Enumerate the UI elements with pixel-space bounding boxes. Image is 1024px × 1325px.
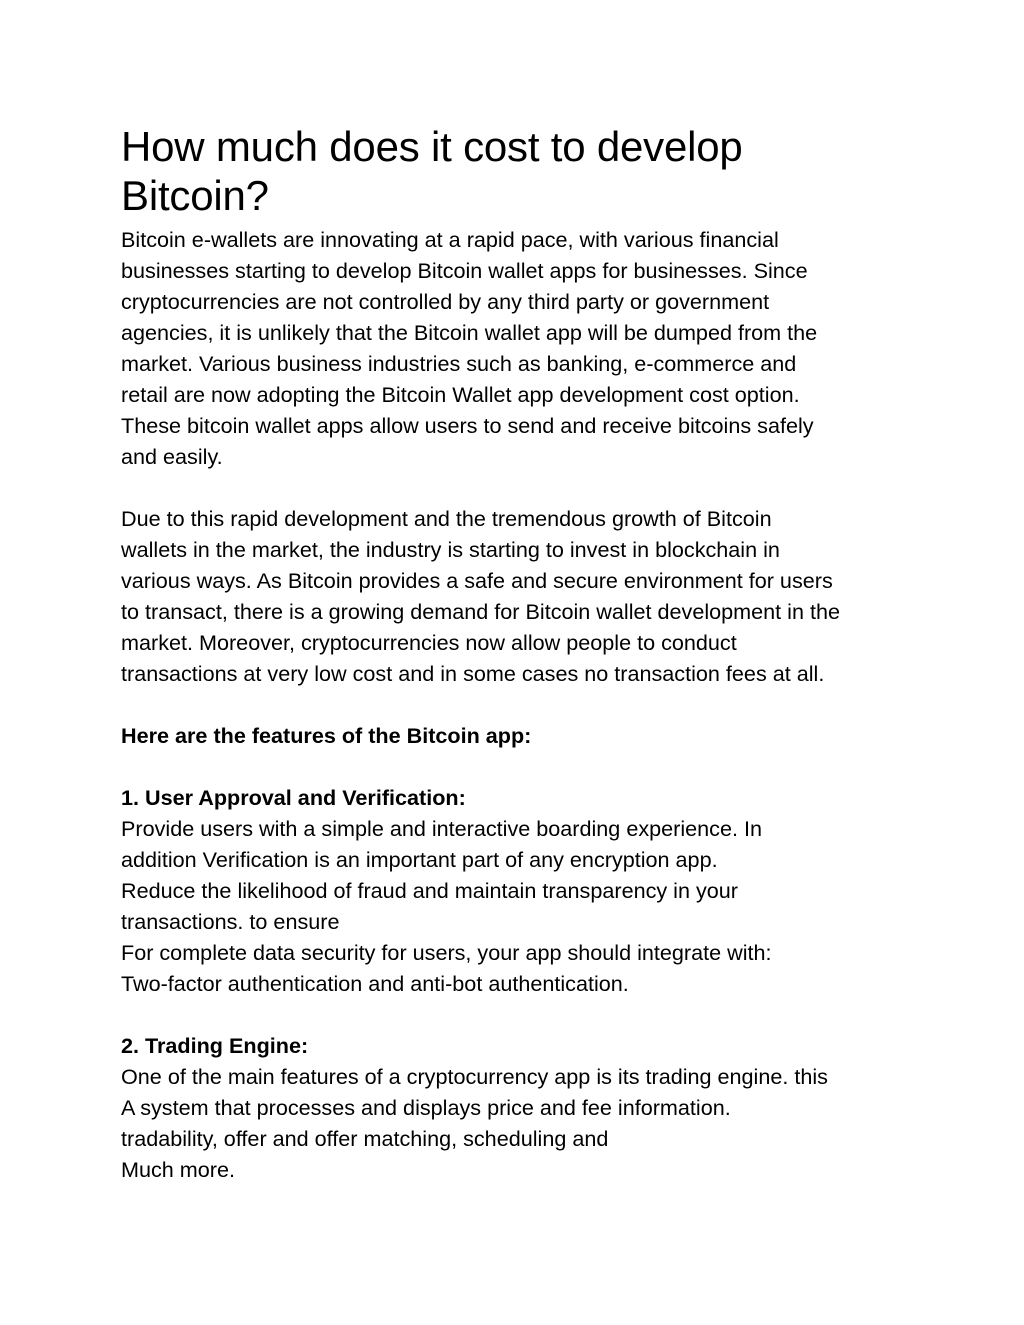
text-line: cryptocurrencies are not controlled by any third party or government	[121, 289, 770, 314]
features-heading: Here are the features of the Bitcoin app:	[121, 723, 532, 748]
text-line: Provide users with a simple and interactive boarding experience. In	[121, 816, 762, 841]
text-line: Two-factor authentication and anti-bot authentication.	[121, 971, 629, 996]
feature-section-user-approval	[121, 782, 911, 999]
document-title	[121, 122, 911, 220]
text-line: Reduce the likelihood of fraud and maintain transparency in your	[121, 878, 738, 903]
text-line: wallets in the market, the industry is starting to invest in blockchain in	[121, 537, 780, 562]
text-line: businesses starting to develop Bitcoin wallet apps for businesses. Since	[121, 258, 808, 283]
feature-heading: 1. User Approval and Verification:	[121, 785, 466, 810]
intro-paragraph	[121, 224, 911, 472]
text-line: Due to this rapid development and the tremendous growth of Bitcoin	[121, 506, 772, 531]
text-line: various ways. As Bitcoin provides a safe and secure environment for users	[121, 568, 833, 593]
text-line: One of the main features of a cryptocurrency app is its trading engine. this	[121, 1064, 828, 1089]
text-line: retail are now adopting the Bitcoin Wallet app development cost option.	[121, 382, 800, 407]
feature-section-trading-engine	[121, 1030, 911, 1185]
text-line: A system that processes and displays price and fee information.	[121, 1095, 731, 1120]
text-line: For complete data security for users, your app should integrate with:	[121, 940, 772, 965]
text-line: Much more.	[121, 1157, 235, 1182]
document-page	[121, 122, 911, 1185]
text-line: and easily.	[121, 444, 223, 469]
title-line: Bitcoin?	[121, 172, 269, 219]
text-line: transactions. to ensure	[121, 909, 340, 934]
text-line: to transact, there is a growing demand for Bitcoin wallet development in the	[121, 599, 840, 624]
growth-paragraph	[121, 503, 911, 689]
text-line: tradability, offer and offer matching, scheduling and	[121, 1126, 609, 1151]
feature-heading: 2. Trading Engine:	[121, 1033, 309, 1058]
text-line: market. Moreover, cryptocurrencies now allow people to conduct	[121, 630, 737, 655]
text-line: addition Verification is an important part of any encryption app.	[121, 847, 718, 872]
text-line: transactions at very low cost and in some cases no transaction fees at all.	[121, 661, 825, 686]
text-line: These bitcoin wallet apps allow users to send and receive bitcoins safely	[121, 413, 814, 438]
text-line: Bitcoin e-wallets are innovating at a rapid pace, with various financial	[121, 227, 779, 252]
title-line: How much does it cost to develop	[121, 123, 743, 170]
text-line: agencies, it is unlikely that the Bitcoin wallet app will be dumped from the	[121, 320, 818, 345]
text-line: market. Various business industries such as banking, e-commerce and	[121, 351, 797, 376]
